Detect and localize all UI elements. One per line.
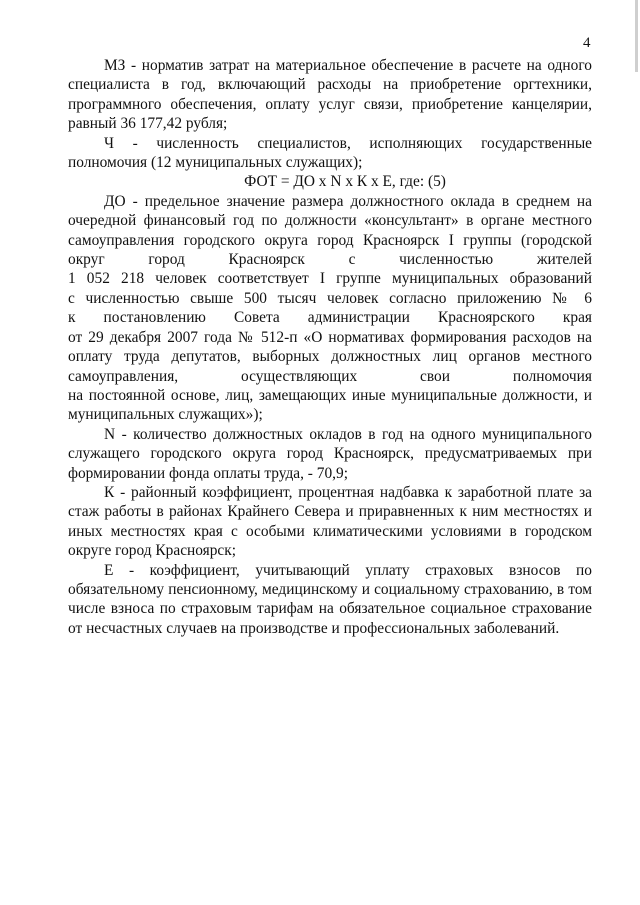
text-line: на постоянной основе, лиц, замещающих иные муниципальные должности, и	[68, 386, 592, 404]
text-line: стаж работы в районах Крайнего Севера и приравненных к ним местностях и	[68, 503, 592, 521]
paragraph-ch	[68, 134, 592, 173]
paragraph-n	[68, 425, 592, 483]
text-line: от 29 декабря 2007 года № 512-п «О нормативах формирования расходов на	[68, 328, 592, 346]
paragraph-mz	[68, 56, 592, 134]
text-line: формировании фонда оплаты труда, - 70,9;	[68, 464, 348, 482]
text-line: к постановлению Совета администрации Красноярского края	[68, 309, 592, 327]
text-line: обязательному пенсионному, медицинскому и социальному страхованию, в том	[68, 580, 592, 598]
text-line: оплату труда депутатов, выборных должностных лиц органов местного	[68, 348, 592, 366]
text-line: 1 052 218 человек соответствует I группе муниципальных образований	[68, 270, 592, 288]
text-line: очередной финансовый год по должности «консультант» в органе местного	[68, 212, 592, 230]
paragraph-do	[68, 192, 592, 425]
text-line: Е - коэффициент, учитывающий уплату страховых взносов по	[104, 561, 592, 579]
formula: ФОТ = ДО х N х К х Е, где: (5)	[244, 173, 446, 191]
document-body	[68, 56, 592, 638]
text-line: округ город Красноярск с численностью жителей	[68, 251, 592, 269]
text-line: полномочия (12 муниципальных служащих);	[68, 154, 363, 172]
text-line: округе город Красноярск;	[68, 542, 237, 560]
text-line: самоуправления, осуществляющих свои полномочия	[68, 367, 592, 385]
text-line: Ч - численность специалистов, исполняющих государственные	[104, 134, 592, 152]
text-line: числе взноса по страховым тарифам на обязательное социальное страхование	[68, 600, 592, 618]
text-line: самоуправления городского округа город Красноярск I группы (городской	[68, 231, 592, 249]
text-line: муниципальных служащих»);	[68, 406, 263, 424]
paragraph-k	[68, 483, 592, 561]
text-line: N - количество должностных окладов в год на одного муниципального	[104, 425, 592, 443]
page-number: 4	[583, 35, 591, 51]
text-line: служащего городского округа город Красноярск, предусматриваемых при	[68, 445, 592, 463]
text-line: иных местностях края с особыми климатическими условиями в городском	[68, 522, 592, 540]
text-line: К - районный коэффициент, процентная надбавка к заработной плате за	[104, 483, 592, 501]
text-line: специалиста в год, включающий расходы на приобретение оргтехники,	[68, 76, 592, 94]
paragraph-e	[68, 561, 592, 639]
text-line: с численностью свыше 500 тысяч человек согласно приложению № 6	[68, 289, 592, 307]
text-line: равный 36 177,42 рубля;	[68, 115, 228, 133]
text-line: программного обеспечения, оплату услуг связи, приобретение канцелярии,	[68, 95, 592, 113]
text-line: ДО - предельное значение размера должностного оклада в среднем на	[104, 192, 592, 210]
text-line: МЗ - норматив затрат на материальное обеспечение в расчете на одного	[104, 57, 592, 74]
text-line: от несчастных случаев на производстве и профессиональных заболеваний.	[68, 619, 560, 637]
page-edge	[635, 0, 638, 72]
